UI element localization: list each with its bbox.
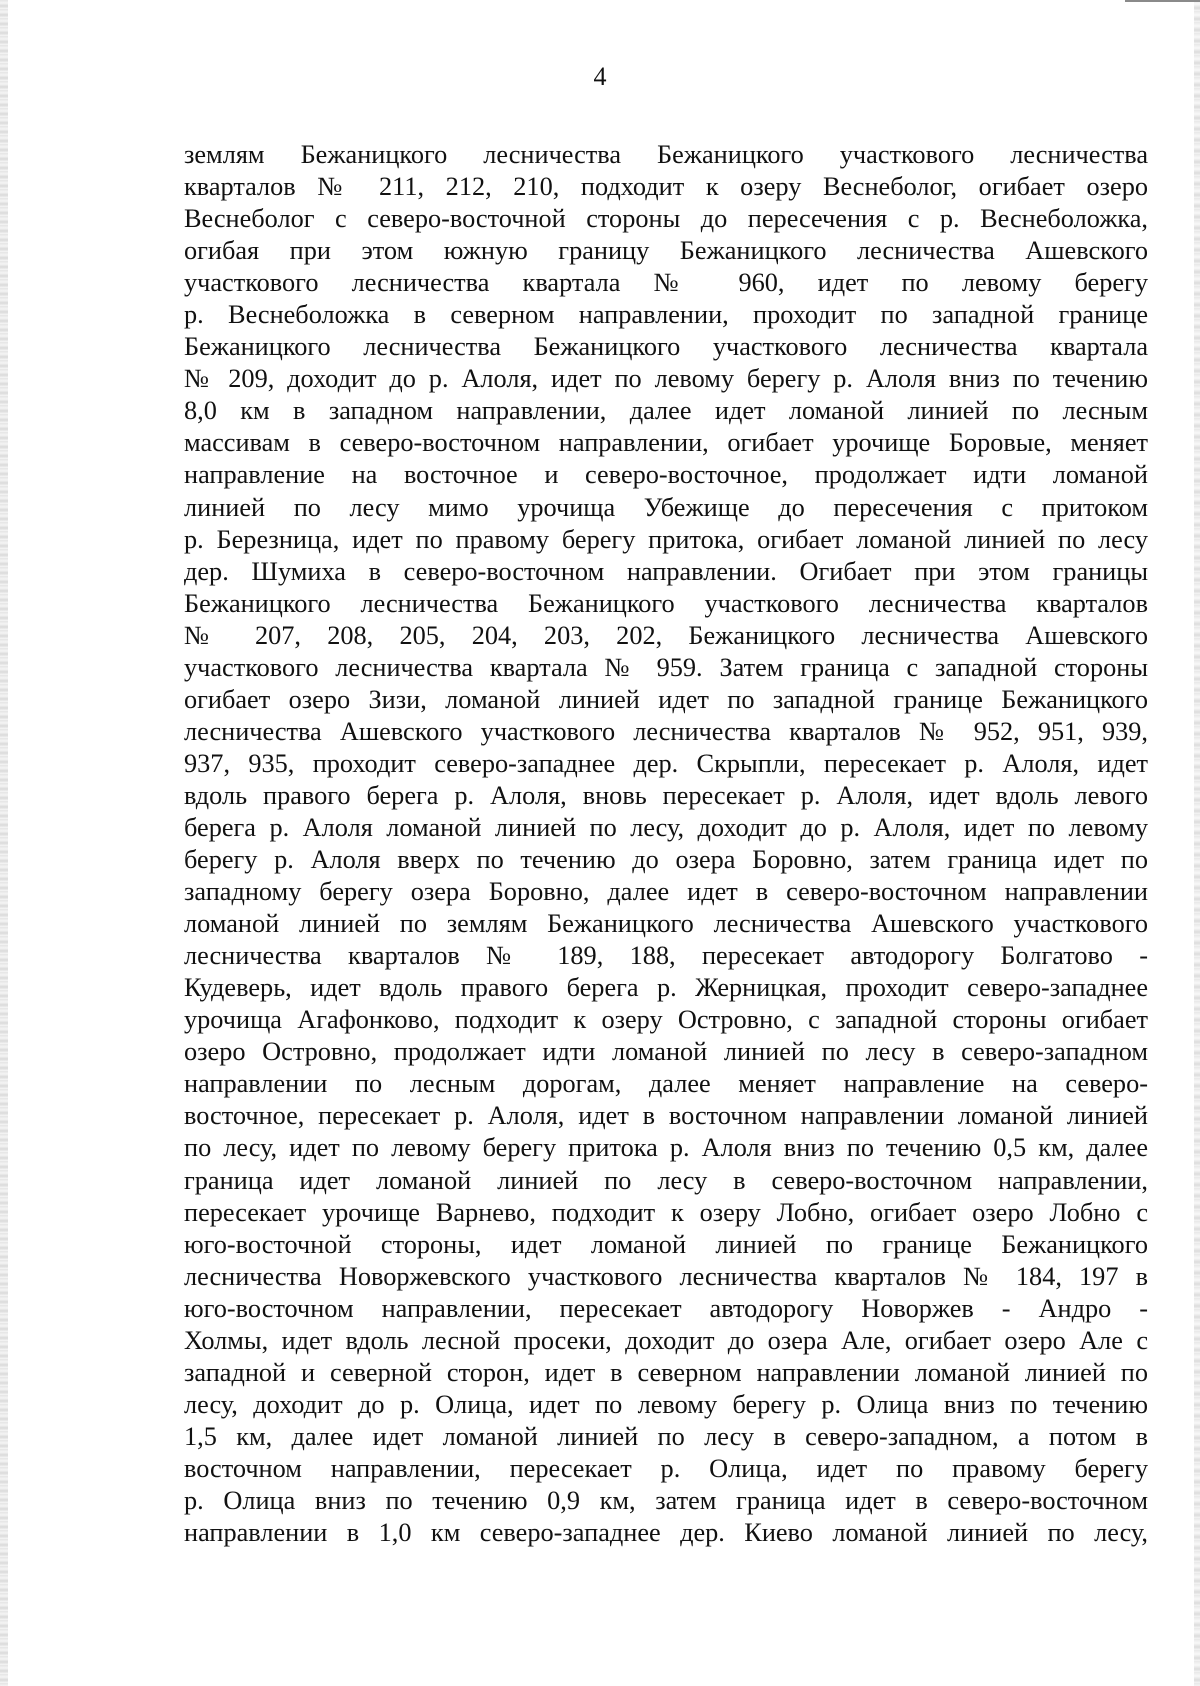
scan-top-line [1125,0,1200,2]
text-line: юго-восточном направлении, пересекает автодорогу Новоржев - Андро - [184,1293,1148,1323]
text-line: граница идет ломаной линией по лесу в северо-восточном направлении, [184,1165,1148,1195]
text-line: Кудеверь, идет вдоль правого берега р. Жерницкая, проходит северо-западнее [184,973,1148,1003]
text-line: 937, 935, проходит северо-западнее дер. Скрыпли, пересекает р. Алоля, идет [184,748,1148,778]
text-line: землям Бежаницкого лесничества Бежаницкого участкового лесничества [184,140,1148,169]
text-line: р. Березница, идет по правому берегу притока, огибает ломаной линией по лесу [184,524,1148,554]
text-line: 8,0 км в западном направлении, далее идет ломаной линией по лесным [184,396,1148,426]
text-line: дер. Шумиха в северо-восточном направлении. Огибает при этом границы [184,556,1148,586]
scan-edge-right [1194,0,1200,1686]
text-line: направление на восточное и северо-восточное, продолжает идти ломаной [184,460,1148,490]
text-line: № 209, доходит до р. Алоля, идет по левому берегу р. Алоля вниз по течению [184,364,1148,394]
text-line: Веснеболог с северо-восточной стороны до пересечения с р. Веснеболожка, [184,204,1148,234]
text-line: огибая при этом южную границу Бежаницкого лесничества Ашевского [184,236,1148,266]
text-line: Бежаницкого лесничества Бежаницкого участкового лесничества кварталов [184,588,1148,618]
text-line: кварталов № 211, 212, 210, подходит к озеру Веснеболог, огибает озеро [184,172,1148,202]
text-line: вдоль правого берега р. Алоля, вновь пересекает р. Алоля, идет вдоль левого [184,780,1148,810]
text-line: № 207, 208, 205, 204, 203, 202, Бежаницкого лесничества Ашевского [184,620,1148,650]
scan-edge-left [0,0,8,1686]
text-line: по лесу, идет по левому берегу притока р. Алоля вниз по течению 0,5 км, далее [184,1133,1148,1163]
text-line: западной и северной сторон, идет в северном направлении ломаной линией по [184,1357,1148,1387]
text-line: урочища Агафонково, подходит к озеру Островно, с западной стороны огибает [184,1005,1148,1035]
text-line: Бежаницкого лесничества Бежаницкого участкового лесничества квартала [184,332,1148,362]
text-line: массивам в северо-восточном направлении, огибает урочище Боровые, меняет [184,428,1148,458]
text-line: участкового лесничества квартала № 960, идет по левому берегу [184,268,1148,298]
text-line: огибает озеро Зизи, ломаной линией идет по западной границе Бежаницкого [184,684,1148,714]
text-line: направлении в 1,0 км северо-западнее дер. Киево ломаной линией по лесу, [184,1518,1148,1548]
text-line: линией по лесу мимо урочища Убежище до пересечения с притоком [184,492,1148,522]
body-text [184,139,1148,1549]
text-line: лесничества Ашевского участкового лесничества кварталов № 952, 951, 939, [184,716,1148,746]
text-line: 1,5 км, далее идет ломаной линией по лесу в северо-западном, а потом в [184,1421,1148,1451]
page-number: 4 [593,62,607,91]
text-line: Холмы, идет вдоль лесной просеки, доходит до озера Але, огибает озеро Але с [184,1325,1148,1355]
text-line: берегу р. Алоля вверх по течению до озера Боровно, затем граница идет по [184,845,1148,875]
text-line: направлении по лесным дорогам, далее меняет направление на северо- [184,1069,1148,1099]
text-line: берега р. Алоля ломаной линией по лесу, доходит до р. Алоля, идет по левому [184,812,1148,842]
text-line: лесничества Новоржевского участкового лесничества кварталов № 184, 197 в [184,1261,1148,1291]
text-line: западному берегу озера Боровно, далее идет в северо-восточном направлении [184,877,1148,907]
text-line: р. Олица вниз по течению 0,9 км, затем граница идет в северо-восточном [184,1485,1148,1515]
text-line: ломаной линией по землям Бежаницкого лесничества Ашевского участкового [184,909,1148,939]
text-line: лесничества кварталов № 189, 188, пересекает автодорогу Болгатово - [184,941,1148,971]
text-line: пересекает урочище Варнево, подходит к озеру Лобно, огибает озеро Лобно с [184,1197,1148,1227]
text-line: р. Веснеболожка в северном направлении, проходит по западной границе [184,300,1148,330]
text-line: озеро Островно, продолжает идти ломаной линией по лесу в северо-западном [184,1037,1148,1067]
text-line: участкового лесничества квартала № 959. Затем граница с западной стороны [184,652,1148,682]
text-line: лесу, доходит до р. Олица, идет по левому берегу р. Олица вниз по течению [184,1389,1148,1419]
text-line: юго-восточной стороны, идет ломаной линией по границе Бежаницкого [184,1229,1148,1259]
text-line: восточном направлении, пересекает р. Олица, идет по правому берегу [184,1453,1148,1483]
text-line: восточное, пересекает р. Алоля, идет в восточном направлении ломаной линией [184,1101,1148,1131]
